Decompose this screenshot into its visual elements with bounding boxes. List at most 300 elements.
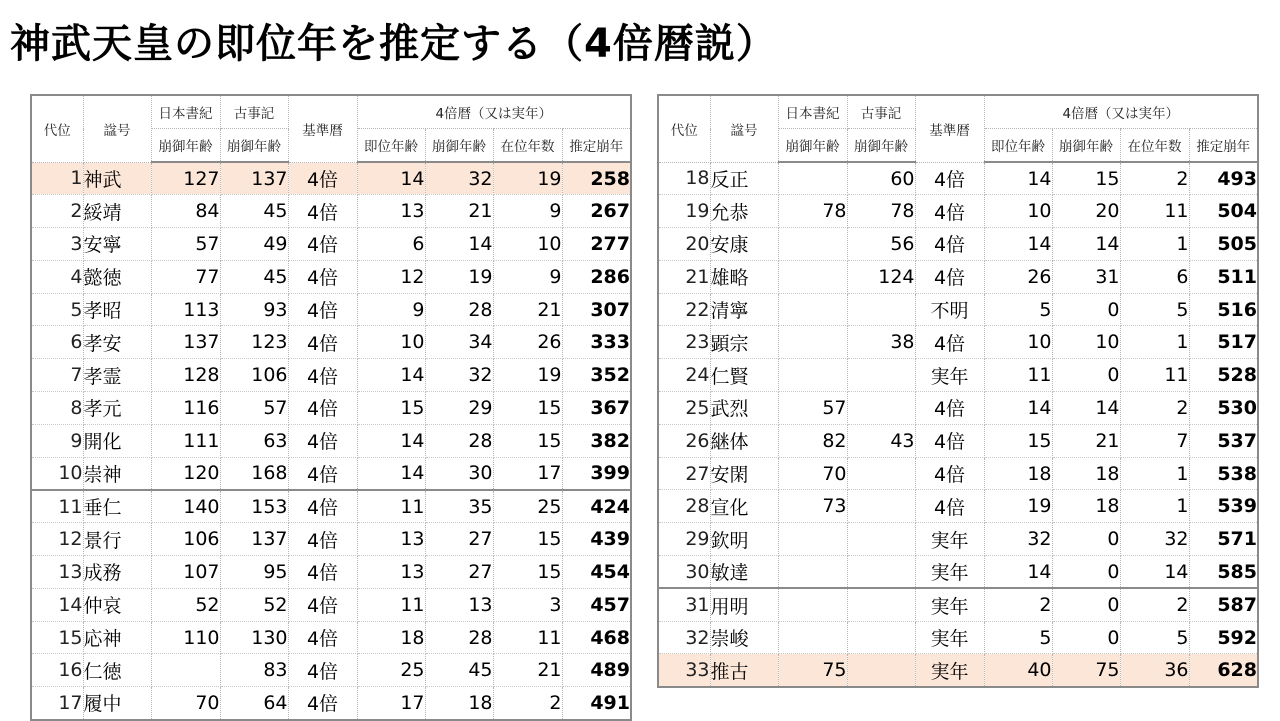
cell-kj-death-age: 123 (220, 326, 288, 359)
cell-name: 履中 (83, 687, 151, 720)
cell-accession-age: 6 (357, 228, 425, 261)
table-row (658, 457, 1258, 490)
cell-no: 26 (658, 424, 710, 457)
cell-accession-age: 13 (357, 195, 425, 228)
cell-est-year: 352 (562, 359, 631, 392)
cell-ns-death-age: 106 (151, 523, 220, 556)
cell-no: 32 (658, 621, 710, 654)
cell-name: 孝元 (83, 392, 151, 425)
table-row (31, 392, 631, 425)
cell-name: 孝安 (83, 326, 151, 359)
cell-reign-years: 15 (493, 424, 562, 457)
cell-ns-death-age: 107 (151, 556, 220, 589)
table-row (31, 228, 631, 261)
cell-name: 安寧 (83, 228, 151, 261)
cell-death-age: 28 (425, 424, 493, 457)
cell-death-age: 20 (1052, 195, 1120, 228)
table-row (658, 228, 1258, 261)
cell-accession-age: 10 (984, 195, 1052, 228)
cell-ns-death-age: 78 (778, 195, 847, 228)
cell-death-age: 75 (1052, 654, 1120, 687)
cell-name: 崇神 (83, 457, 151, 490)
cell-kj-death-age (847, 392, 915, 425)
cell-ns-death-age: 127 (151, 162, 220, 195)
cell-death-age: 21 (1052, 424, 1120, 457)
cell-reign-years: 9 (493, 195, 562, 228)
cell-reign-years: 5 (1120, 621, 1189, 654)
cell-reign-years: 25 (493, 490, 562, 523)
cell-ns-death-age (778, 556, 847, 589)
cell-death-age: 28 (425, 621, 493, 654)
cell-ns-death-age (778, 293, 847, 326)
cell-std: 4倍 (288, 424, 357, 457)
cell-no: 3 (31, 228, 83, 261)
header-accession-age: 即位年齢 (357, 129, 425, 163)
cell-ns-death-age (778, 359, 847, 392)
cell-death-age: 0 (1052, 359, 1120, 392)
cell-reign-years: 14 (1120, 556, 1189, 589)
table-row (31, 687, 631, 720)
table-row (658, 195, 1258, 228)
cell-no: 27 (658, 457, 710, 490)
cell-est-year: 538 (1189, 457, 1258, 490)
cell-est-year: 489 (562, 654, 631, 687)
cell-kj-death-age (847, 523, 915, 556)
cell-accession-age: 13 (357, 523, 425, 556)
cell-reign-years: 21 (493, 293, 562, 326)
cell-ns-death-age (778, 621, 847, 654)
header-est-year: 推定崩年 (562, 129, 631, 163)
cell-no: 18 (658, 162, 710, 195)
header-death-age: 崩御年齢 (425, 129, 493, 163)
cell-death-age: 0 (1052, 556, 1120, 589)
cell-est-year: 517 (1189, 326, 1258, 359)
cell-reign-years: 3 (493, 588, 562, 621)
page-title: 神武天皇の即位年を推定する（4倍暦説） (10, 21, 777, 67)
cell-death-age: 10 (1052, 326, 1120, 359)
cell-name: 仁徳 (83, 654, 151, 687)
cell-name: 継体 (710, 424, 778, 457)
cell-death-age: 45 (425, 654, 493, 687)
cell-est-year: 505 (1189, 228, 1258, 261)
cell-no: 15 (31, 621, 83, 654)
cell-kj-death-age (847, 293, 915, 326)
cell-reign-years: 36 (1120, 654, 1189, 687)
cell-est-year: 528 (1189, 359, 1258, 392)
cell-death-age: 31 (1052, 260, 1120, 293)
cell-accession-age: 5 (984, 621, 1052, 654)
table-row (31, 588, 631, 621)
cell-reign-years: 2 (493, 687, 562, 720)
cell-kj-death-age: 78 (847, 195, 915, 228)
header-name: 諡号 (710, 95, 778, 162)
cell-no: 30 (658, 556, 710, 589)
cell-no: 4 (31, 260, 83, 293)
cell-name: 安閑 (710, 457, 778, 490)
cell-name: 懿徳 (83, 260, 151, 293)
cell-reign-years: 7 (1120, 424, 1189, 457)
cell-no: 14 (31, 588, 83, 621)
cell-reign-years: 2 (1120, 162, 1189, 195)
cell-ns-death-age: 120 (151, 457, 220, 490)
cell-accession-age: 5 (984, 293, 1052, 326)
cell-kj-death-age: 137 (220, 162, 288, 195)
cell-death-age: 0 (1052, 621, 1120, 654)
cell-est-year: 628 (1189, 654, 1258, 687)
emperor-table-right (657, 94, 1259, 688)
cell-accession-age: 14 (984, 556, 1052, 589)
cell-accession-age: 14 (357, 359, 425, 392)
cell-reign-years: 1 (1120, 228, 1189, 261)
cell-std: 4倍 (288, 293, 357, 326)
cell-death-age: 32 (425, 359, 493, 392)
header-std: 基準暦 (915, 95, 984, 162)
cell-accession-age: 11 (984, 359, 1052, 392)
cell-std: 4倍 (915, 195, 984, 228)
cell-name: 開化 (83, 424, 151, 457)
cell-est-year: 457 (562, 588, 631, 621)
cell-est-year: 537 (1189, 424, 1258, 457)
cell-accession-age: 10 (357, 326, 425, 359)
cell-accession-age: 32 (984, 523, 1052, 556)
cell-death-age: 29 (425, 392, 493, 425)
cell-accession-age: 9 (357, 293, 425, 326)
cell-reign-years: 15 (493, 392, 562, 425)
table-row (658, 556, 1258, 589)
header-death-age: 崩御年齢 (1052, 129, 1120, 163)
cell-accession-age: 14 (357, 457, 425, 490)
cell-reign-years: 15 (493, 523, 562, 556)
cell-name: 武烈 (710, 392, 778, 425)
cell-accession-age: 19 (984, 490, 1052, 523)
header-nihonshoki: 日本書紀 (778, 95, 847, 129)
table-row (31, 359, 631, 392)
cell-kj-death-age: 93 (220, 293, 288, 326)
cell-kj-death-age: 63 (220, 424, 288, 457)
cell-est-year: 493 (1189, 162, 1258, 195)
cell-no: 24 (658, 359, 710, 392)
cell-no: 17 (31, 687, 83, 720)
cell-ns-death-age: 140 (151, 490, 220, 523)
table-row (31, 260, 631, 293)
header-nihonshoki: 日本書紀 (151, 95, 220, 129)
cell-ns-death-age: 128 (151, 359, 220, 392)
cell-ns-death-age (778, 260, 847, 293)
header-std: 基準暦 (288, 95, 357, 162)
cell-std: 4倍 (288, 195, 357, 228)
cell-kj-death-age: 153 (220, 490, 288, 523)
cell-death-age: 19 (425, 260, 493, 293)
cell-name: 綏靖 (83, 195, 151, 228)
cell-reign-years: 9 (493, 260, 562, 293)
cell-death-age: 27 (425, 556, 493, 589)
cell-no: 13 (31, 556, 83, 589)
cell-no: 8 (31, 392, 83, 425)
cell-est-year: 267 (562, 195, 631, 228)
header-reign-years: 在位年数 (493, 129, 562, 163)
cell-death-age: 0 (1052, 293, 1120, 326)
cell-name: 成務 (83, 556, 151, 589)
cell-no: 10 (31, 457, 83, 490)
cell-name: 雄略 (710, 260, 778, 293)
cell-ns-death-age: 110 (151, 621, 220, 654)
cell-accession-age: 26 (984, 260, 1052, 293)
cell-est-year: 491 (562, 687, 631, 720)
table-row (31, 556, 631, 589)
cell-accession-age: 14 (357, 424, 425, 457)
cell-reign-years: 11 (1120, 359, 1189, 392)
cell-name: 欽明 (710, 523, 778, 556)
cell-est-year: 286 (562, 260, 631, 293)
cell-kj-death-age: 38 (847, 326, 915, 359)
cell-reign-years: 1 (1120, 490, 1189, 523)
header-name: 諡号 (83, 95, 151, 162)
cell-death-age: 13 (425, 588, 493, 621)
cell-std: 4倍 (915, 424, 984, 457)
cell-reign-years: 32 (1120, 523, 1189, 556)
cell-accession-age: 10 (984, 326, 1052, 359)
cell-accession-age: 11 (357, 588, 425, 621)
cell-accession-age: 17 (357, 687, 425, 720)
table-row (658, 654, 1258, 687)
cell-ns-death-age: 73 (778, 490, 847, 523)
cell-kj-death-age: 124 (847, 260, 915, 293)
cell-accession-age: 13 (357, 556, 425, 589)
table-row (658, 588, 1258, 621)
cell-death-age: 21 (425, 195, 493, 228)
cell-accession-age: 11 (357, 490, 425, 523)
cell-no: 29 (658, 523, 710, 556)
emperor-table-left (30, 94, 632, 721)
header-accession-age: 即位年齢 (984, 129, 1052, 163)
cell-est-year: 511 (1189, 260, 1258, 293)
cell-kj-death-age (847, 490, 915, 523)
header-calc: 4倍暦（又は実年） (357, 95, 631, 129)
cell-ns-death-age (778, 588, 847, 621)
cell-kj-death-age (847, 359, 915, 392)
cell-std: 4倍 (288, 490, 357, 523)
cell-no: 25 (658, 392, 710, 425)
table-row (658, 293, 1258, 326)
header-est-year: 推定崩年 (1189, 129, 1258, 163)
cell-kj-death-age: 45 (220, 195, 288, 228)
cell-std: 4倍 (915, 326, 984, 359)
table-row (658, 424, 1258, 457)
cell-ns-death-age: 113 (151, 293, 220, 326)
table-row (658, 621, 1258, 654)
header-kojiki: 古事記 (220, 95, 288, 129)
cell-ns-death-age: 70 (778, 457, 847, 490)
cell-kj-death-age: 130 (220, 621, 288, 654)
cell-name: 允恭 (710, 195, 778, 228)
cell-ns-death-age (151, 654, 220, 687)
cell-est-year: 592 (1189, 621, 1258, 654)
cell-reign-years: 11 (493, 621, 562, 654)
cell-std: 4倍 (288, 654, 357, 687)
cell-ns-death-age: 82 (778, 424, 847, 457)
cell-name: 用明 (710, 588, 778, 621)
cell-est-year: 333 (562, 326, 631, 359)
cell-no: 7 (31, 359, 83, 392)
cell-ns-death-age: 52 (151, 588, 220, 621)
cell-reign-years: 19 (493, 162, 562, 195)
cell-ns-death-age: 57 (151, 228, 220, 261)
cell-reign-years: 1 (1120, 326, 1189, 359)
cell-ns-death-age (778, 523, 847, 556)
cell-name: 顕宗 (710, 326, 778, 359)
cell-kj-death-age (847, 457, 915, 490)
cell-std: 実年 (915, 621, 984, 654)
cell-name: 応神 (83, 621, 151, 654)
cell-std: 4倍 (288, 162, 357, 195)
cell-no: 19 (658, 195, 710, 228)
cell-accession-age: 14 (984, 162, 1052, 195)
cell-reign-years: 26 (493, 326, 562, 359)
cell-std: 4倍 (915, 490, 984, 523)
table-row (658, 162, 1258, 195)
header-no: 代位 (658, 95, 710, 162)
cell-ns-death-age (778, 326, 847, 359)
cell-death-age: 35 (425, 490, 493, 523)
cell-no: 28 (658, 490, 710, 523)
cell-death-age: 18 (1052, 490, 1120, 523)
cell-std: 実年 (915, 523, 984, 556)
cell-ns-death-age: 75 (778, 654, 847, 687)
cell-accession-age: 40 (984, 654, 1052, 687)
cell-kj-death-age: 57 (220, 392, 288, 425)
cell-accession-age: 25 (357, 654, 425, 687)
cell-est-year: 587 (1189, 588, 1258, 621)
cell-est-year: 504 (1189, 195, 1258, 228)
cell-std: 4倍 (915, 162, 984, 195)
cell-kj-death-age (847, 556, 915, 589)
table-row (658, 260, 1258, 293)
cell-reign-years: 2 (1120, 392, 1189, 425)
cell-death-age: 30 (425, 457, 493, 490)
cell-est-year: 307 (562, 293, 631, 326)
cell-no: 33 (658, 654, 710, 687)
cell-accession-age: 14 (984, 228, 1052, 261)
cell-name: 景行 (83, 523, 151, 556)
cell-name: 反正 (710, 162, 778, 195)
cell-est-year: 585 (1189, 556, 1258, 589)
table-row (31, 162, 631, 195)
cell-kj-death-age: 43 (847, 424, 915, 457)
cell-kj-death-age (847, 654, 915, 687)
cell-name: 仲哀 (83, 588, 151, 621)
cell-std: 4倍 (288, 556, 357, 589)
table-row (658, 490, 1258, 523)
cell-est-year: 277 (562, 228, 631, 261)
cell-est-year: 454 (562, 556, 631, 589)
cell-reign-years: 17 (493, 457, 562, 490)
cell-kj-death-age: 64 (220, 687, 288, 720)
cell-reign-years: 15 (493, 556, 562, 589)
cell-std: 4倍 (288, 687, 357, 720)
header-no: 代位 (31, 95, 83, 162)
cell-est-year: 539 (1189, 490, 1258, 523)
cell-death-age: 0 (1052, 523, 1120, 556)
cell-name: 孝昭 (83, 293, 151, 326)
table-row (31, 490, 631, 523)
cell-death-age: 28 (425, 293, 493, 326)
cell-kj-death-age: 95 (220, 556, 288, 589)
cell-kj-death-age (847, 621, 915, 654)
cell-name: 清寧 (710, 293, 778, 326)
cell-kj-death-age: 45 (220, 260, 288, 293)
cell-kj-death-age (847, 588, 915, 621)
cell-est-year: 399 (562, 457, 631, 490)
cell-ns-death-age: 116 (151, 392, 220, 425)
cell-accession-age: 18 (357, 621, 425, 654)
cell-reign-years: 5 (1120, 293, 1189, 326)
header-calc: 4倍暦（又は実年） (984, 95, 1258, 129)
cell-std: 実年 (915, 556, 984, 589)
cell-std: 4倍 (288, 359, 357, 392)
cell-ns-death-age: 57 (778, 392, 847, 425)
table-row (658, 523, 1258, 556)
cell-no: 16 (31, 654, 83, 687)
cell-no: 1 (31, 162, 83, 195)
cell-std: 4倍 (288, 523, 357, 556)
cell-std: 4倍 (288, 228, 357, 261)
cell-std: 実年 (915, 359, 984, 392)
cell-kj-death-age: 56 (847, 228, 915, 261)
cell-no: 12 (31, 523, 83, 556)
cell-ns-death-age: 84 (151, 195, 220, 228)
cell-death-age: 18 (425, 687, 493, 720)
cell-kj-death-age: 60 (847, 162, 915, 195)
cell-std: 不明 (915, 293, 984, 326)
cell-accession-age: 15 (984, 424, 1052, 457)
cell-accession-age: 2 (984, 588, 1052, 621)
table-row (31, 293, 631, 326)
cell-std: 4倍 (288, 588, 357, 621)
cell-death-age: 0 (1052, 588, 1120, 621)
table-row (31, 523, 631, 556)
header-kj-death-age: 崩御年齢 (847, 129, 915, 163)
table-row (31, 326, 631, 359)
header-ns-death-age: 崩御年齢 (778, 129, 847, 163)
cell-death-age: 27 (425, 523, 493, 556)
cell-name: 敏達 (710, 556, 778, 589)
cell-std: 4倍 (288, 326, 357, 359)
header-reign-years: 在位年数 (1120, 129, 1189, 163)
cell-est-year: 424 (562, 490, 631, 523)
cell-est-year: 530 (1189, 392, 1258, 425)
cell-no: 2 (31, 195, 83, 228)
cell-kj-death-age: 137 (220, 523, 288, 556)
cell-ns-death-age (778, 228, 847, 261)
cell-std: 4倍 (288, 260, 357, 293)
cell-std: 4倍 (288, 457, 357, 490)
cell-accession-age: 15 (357, 392, 425, 425)
cell-std: 4倍 (915, 392, 984, 425)
cell-death-age: 18 (1052, 457, 1120, 490)
cell-est-year: 468 (562, 621, 631, 654)
cell-no: 23 (658, 326, 710, 359)
table-row (31, 195, 631, 228)
table-row (31, 654, 631, 687)
cell-reign-years: 2 (1120, 588, 1189, 621)
cell-ns-death-age: 70 (151, 687, 220, 720)
cell-ns-death-age: 111 (151, 424, 220, 457)
cell-est-year: 571 (1189, 523, 1258, 556)
cell-no: 5 (31, 293, 83, 326)
cell-est-year: 516 (1189, 293, 1258, 326)
cell-no: 21 (658, 260, 710, 293)
cell-kj-death-age: 83 (220, 654, 288, 687)
